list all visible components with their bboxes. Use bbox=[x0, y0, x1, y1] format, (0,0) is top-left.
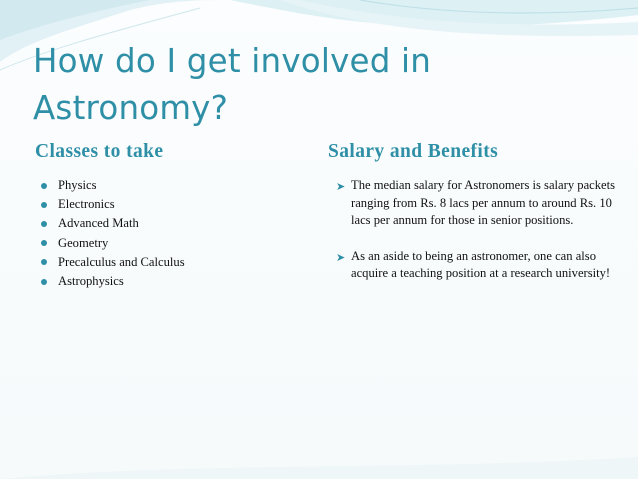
list-item-text: The median salary for Astronomers is salary packets ranging from Rs. 8 lacs per annum to around Rs. 10 lacs per annum for those in senior positions. bbox=[351, 178, 616, 228]
list-item-text: Physics bbox=[58, 178, 97, 192]
arrow-bullet-icon: ➤ bbox=[336, 180, 346, 193]
classes-heading: Classes to take bbox=[35, 141, 164, 162]
classes-list bbox=[41, 176, 185, 291]
list-item-text: As an aside to being an astronomer, one can also acquire a teaching position at a research university! bbox=[351, 248, 611, 281]
list-item bbox=[336, 177, 616, 230]
list-item bbox=[41, 176, 185, 195]
bottom-wave-decoration bbox=[0, 449, 638, 479]
list-item bbox=[41, 214, 185, 233]
salary-heading: Salary and Benefits bbox=[328, 141, 499, 162]
circle-bullet-icon bbox=[41, 183, 47, 189]
circle-bullet-icon bbox=[41, 279, 47, 285]
list-item-text: Astrophysics bbox=[58, 274, 124, 289]
salary-list bbox=[336, 177, 616, 301]
list-item bbox=[41, 195, 185, 214]
list-item-text: Geometry bbox=[58, 235, 109, 250]
list-item bbox=[41, 272, 185, 291]
circle-bullet-icon bbox=[41, 202, 47, 208]
circle-bullet-icon bbox=[41, 240, 47, 246]
circle-bullet-icon bbox=[41, 259, 47, 265]
list-item-text: Precalculus and Calculus bbox=[58, 254, 185, 269]
slide-title: How do I get involved in Astronomy? bbox=[33, 42, 432, 127]
arrow-bullet-icon: ➤ bbox=[336, 250, 346, 264]
list-item bbox=[41, 234, 185, 253]
list-item bbox=[336, 248, 616, 283]
circle-bullet-icon bbox=[41, 221, 47, 227]
list-item-text: Advanced Math bbox=[58, 216, 139, 231]
list-item-text: Electronics bbox=[58, 197, 115, 212]
list-item bbox=[41, 253, 185, 272]
